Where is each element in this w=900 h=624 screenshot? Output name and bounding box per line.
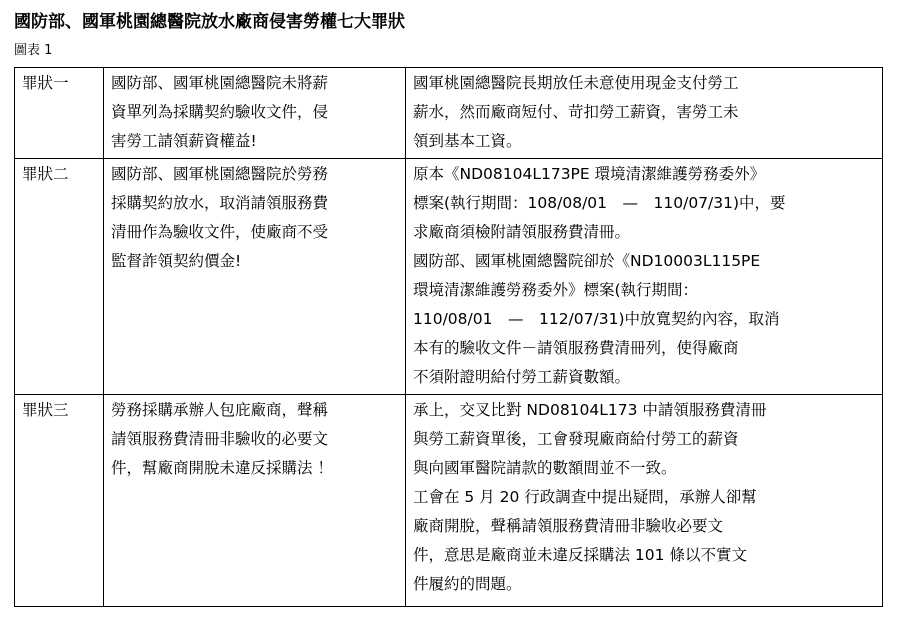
- crime-summary: 國防部、國軍桃園總醫院於勞務 採購契約放水，取消請領服務費 清冊作為驗收文件，使廠商不受 監督詐領契約價金!: [111, 165, 329, 270]
- crime-detail-paragraph: 國軍桃園總醫院長期放任未意使用現金支付勞工 薪水，然而廠商短付、苛扣勞工薪資，害勞工未 領到基本工資。: [413, 74, 739, 150]
- crime-detail-cell: [406, 395, 883, 607]
- figure-label: 圖表 1: [14, 43, 53, 58]
- table-row: [15, 159, 883, 395]
- crime-label-cell: [15, 159, 104, 395]
- crime-summary-cell: [104, 395, 406, 607]
- crime-summary-cell: [104, 159, 406, 395]
- crime-label: 罪狀三: [22, 401, 69, 419]
- crime-label: 罪狀一: [22, 74, 69, 92]
- crime-label: 罪狀二: [22, 165, 69, 183]
- crime-detail-paragraph: 工會在 5 月 20 行政調查中提出疑問，承辦人卻幫 廠商開脫，聲稱請領服務費清冊非驗收必要文 件，意思是廠商並未違反採購法 101 條以不實文 件履約的問題。: [413, 488, 757, 593]
- crime-summary-cell: [104, 68, 406, 159]
- table-row: [15, 395, 883, 607]
- crime-detail-paragraph: 國防部、國軍桃園總醫院卻於《ND10003L115PE 環境清潔維護勞務委外》標案(執行期間： 110/08/01 — 112/07/31)中放寬契約內容，取消 本有的驗收文件－請領服務費清冊列，使得廠商 不須附證明給付勞工薪資數額。: [413, 252, 780, 386]
- crime-detail-cell: [406, 68, 883, 159]
- document-title: 國防部、國軍桃園總醫院放水廠商侵害勞權七大罪狀: [14, 12, 405, 32]
- crime-summary: 國防部、國軍桃園總醫院未將薪 資單列為採購契約驗收文件，侵 害勞工請領薪資權益!: [111, 74, 329, 150]
- crime-label-cell: [15, 68, 104, 159]
- crime-summary: 勞務採購承辦人包庇廠商，聲稱 請領服務費清冊非驗收的必要文 件，幫廠商開脫未違反採購法 ！: [111, 401, 333, 477]
- crime-detail-paragraph: 承上，交叉比對 ND08104L173 中請領服務費清冊 與勞工薪資單後，工會發現廠商給付勞工的薪資 與向國軍醫院請款的數額間並不一致。: [413, 401, 767, 477]
- crimes-table: [14, 67, 883, 607]
- crime-detail-paragraph: 原本《ND08104L173PE 環境清潔維護勞務委外》 標案(執行期間：108/08/01 — 110/07/31)中，要 求廠商須檢附請領服務費清冊。: [413, 165, 786, 241]
- crime-label-cell: [15, 395, 104, 607]
- table-row: [15, 68, 883, 159]
- crime-detail-cell: [406, 159, 883, 395]
